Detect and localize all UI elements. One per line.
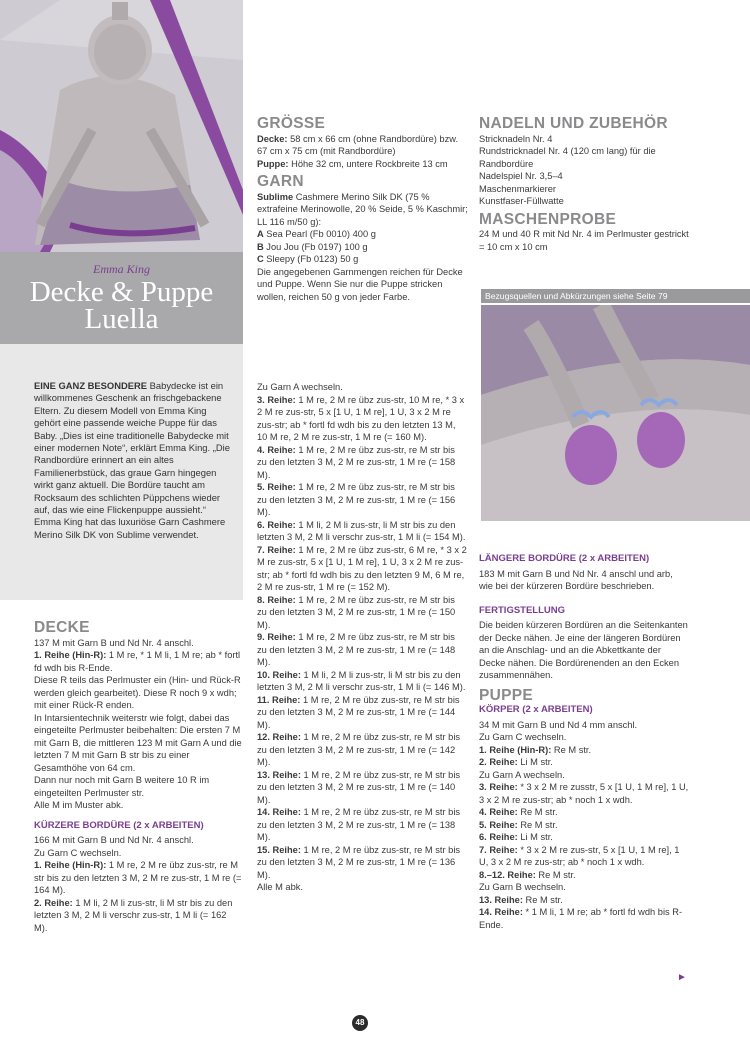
doll-photo: [0, 0, 243, 252]
nadeln-line: Maschenmarkierer: [479, 183, 556, 194]
decke-p2: Diese R teils das Perlmuster ein (Hin- und Rück-R werden gleich gearbeitet). Diese R noch 9 x wdh; mit einer Rück-R enden.: [34, 675, 241, 710]
kurz-row-1: 1. Reihe (Hin-R): 1 M re, 2 M re übz zus-str, re M str bis zu den letzten 3 M, 2 M re zus-str, 1 M re (= 164 M).: [34, 860, 242, 895]
row-5: 5. Reihe: 1 M re, 2 M re übz zus-str, re M str bis zu den letzten 3 M, 2 M re zus-str, 1 M re (= 156 M).: [257, 482, 456, 517]
middle-p0: Zu Garn A wechseln.: [257, 382, 343, 392]
intro-body: Babydecke ist ein willkommenes Geschenk an frischgebackene Eltern. Zu diesem Modell von Emma King gehört eine passende weiche Puppe für das Baby. „Dies ist eine traditionelle Babydecke mit einer modernen Note“, erklärt Emma King. „Die Randbordüre erinnert an ein altes Familienerbstück, das graue Garn hingegen wirkt ganz aktuell. Die Bordüre taucht am Rocksaum des schlichten Püppchens wieder auf, das wie eine Flickenpuppe aussieht.“ Emma King hat das luxuriöse Garn Cashmere Merino Silk DK von Sublime verwendet.: [34, 380, 230, 540]
row-6: 6. Reihe: 1 M li, 2 M li zus-str, li M str bis zu den letzten 3 M, 2 M li verschr zus-str, 1 M li (= 154 M).: [257, 519, 466, 542]
lang-heading: LÄNGERE BORDÜRE (2 x ARBEITEN): [479, 553, 650, 564]
middle-end: Alle M abk.: [257, 882, 303, 892]
groesse-decke: Decke: 58 cm x 66 cm (ohne Randbordüre) bzw. 67 cm x 75 cm (mit Randbordüre): [257, 133, 459, 156]
puppe-p3: Zu Garn A wechseln.: [479, 769, 565, 780]
decke-p4: Dann nur noch mit Garn B weitere 10 R im eingeteilten Perlmuster str.: [34, 775, 210, 798]
designer-name: Emma King: [93, 262, 150, 276]
title-box: [0, 252, 243, 344]
puppe-row-3: 3. Reihe: * 3 x 2 M re zusstr, 5 x [1 U, 1 M re], 1 U, 3 x 2 M re zus-str; ab * noch 1 x wdh.: [479, 782, 689, 805]
decke-p5: Alle M im Muster abk.: [34, 800, 124, 810]
decke-p3: In Intarsientechnik weiterstr wie folgt, dabei das eingeteilte Perlmuster beibehalten: Die ersten 7 M mit Garn B, die mittleren 123 M mit Garn A und die letzten 7 M mit Garn B str bis zu einer Gesamthöhe von 64 cm.: [34, 712, 242, 773]
doll-feet-photo: [481, 305, 750, 521]
puppe-row-4: 4. Reihe: Re M str.: [479, 807, 558, 817]
kurz-p2: Zu Garn C wechseln.: [34, 847, 122, 858]
page-number: 48: [352, 1015, 368, 1031]
nadeln-line: Stricknadeln Nr. 4: [479, 133, 553, 144]
page-title: [0, 276, 243, 335]
title-line-1: Decke & Puppe: [29, 276, 214, 308]
title-line-2: Luella: [84, 303, 159, 335]
puppe-subheading: KÖRPER (2 x ARBEITEN): [479, 704, 593, 715]
doll-illustration: [0, 0, 243, 252]
groesse-puppe: Puppe: Höhe 32 cm, untere Rockbreite 13 cm: [257, 158, 448, 169]
kurz-heading: KÜRZERE BORDÜRE (2 x ARBEITEN): [34, 819, 204, 831]
groesse-heading: GRÖSSE: [257, 115, 326, 132]
puppe-row-14: 14. Reihe: * 1 M li, 1 M re; ab * fortl fd wdh bis R-Ende.: [479, 907, 683, 930]
row-13: 13. Reihe: 1 M re, 2 M re übz zus-str, re M str bis zu den letzten 3 M, 2 M re zus-str, 1 M re (= 140 M).: [257, 769, 461, 805]
intro-text: [34, 380, 230, 541]
row-9: 9. Reihe: 1 M re, 2 M re übz zus-str, re M str bis zu den letzten 3 M, 2 M re zus-str, 1 M re (= 148 M).: [257, 632, 456, 667]
garn-a: A Sea Pearl (Fb 0010) 400 g: [257, 229, 376, 239]
doll-feet-illustration: [481, 305, 750, 521]
kurz-row-2: 2. Reihe: 1 M li, 2 M li zus-str, li M str bis zu den letzten 3 M, 2 M li verschr zus-str, 1 M li (= 162 M).: [34, 897, 233, 933]
fertig-text: Die beiden kürzeren Bordüren an die Seitenkanten der Decke nähen. Je eine der längeren Bordüren an die Anschlag- und an die Abkettkante der Decke nähen. Die Bordürenenden an den Ecken zusammennähen.: [479, 620, 688, 680]
kurz-p1: 166 M mit Garn B und Nd Nr. 4 anschl.: [34, 835, 194, 845]
puppe-row-1: 1. Reihe (Hin-R): Re M str.: [479, 744, 592, 755]
puppe-p2: Zu Garn C wechseln.: [479, 732, 567, 742]
row-3: 3. Reihe: 1 M re, 2 M re übz zus-str, 10 M re, * 3 x 2 M re zus-str, 5 x [1 U, 1 M re], 1 U, 3 x 2 M re zus-str; ab * fortl fd wdh bis zu den letzten 13 M, 10 M re, 2 M re zus-str, 1 M re (= 160 M).: [257, 394, 465, 442]
decke-section: [34, 619, 242, 934]
materials-column: [257, 115, 469, 303]
garn-c: C Sleepy (Fb 0123) 50 g: [257, 254, 359, 264]
row-11: 11. Reihe: 1 M re, 2 M re übz zus-str, re M str bis zu den letzten 3 M, 2 M re zus-str, 1 M re (= 144 M).: [257, 694, 460, 730]
puppe-row-7: 7. Reihe: * 3 x 2 M re zus-str, 5 x [1 U, 1 M re], 1 U, 3 x 2 M re zus-str; ab * noch 1 x wdh.: [479, 844, 680, 867]
row-7: 7. Reihe: 1 M re, 2 M re übz zus-str, 6 M re, * 3 x 2 M re zus-str, 5 x [1 U, 1 M re], 1 U, 3 x 2 M re zus-str; ab * fortl fd wdh bis zu den letzten 9 M, 6 M re, 2 M re zus-str, 1 M re (= 152 M).: [257, 544, 467, 592]
decke-heading: DECKE: [34, 619, 90, 636]
garn-b: B Jou Jou (Fb 0197) 100 g: [257, 241, 368, 252]
row-10: 10. Reihe: 1 M li, 2 M li zus-str, li M str bis zu den letzten 3 M, 2 M li verschr zus-str, 1 M li (= 146 M).: [257, 669, 466, 692]
row-4: 4. Reihe: 1 M re, 2 M re übz zus-str, re M str bis zu den letzten 3 M, 2 M re zus-str, 1 M re (= 158 M).: [257, 444, 456, 480]
puppe-row-5: 5. Reihe: Re M str.: [479, 819, 558, 830]
puppe-row-2: 2. Reihe: Li M str.: [479, 757, 553, 767]
rows-column: [257, 381, 467, 894]
garn-heading: GARN: [257, 173, 304, 190]
decke-p1: 137 M mit Garn B und Nd Nr. 4 anschl.: [34, 637, 194, 648]
puppe-row-6: 6. Reihe: Li M str.: [479, 832, 553, 842]
nadeln-heading: NADELN UND ZUBEHÖR: [479, 115, 668, 132]
row-8: 8. Reihe: 1 M re, 2 M re übz zus-str, re M str bis zu den letzten 3 M, 2 M re zus-str, 1 M re (= 150 M).: [257, 594, 456, 630]
puppe-row-8-12: 8.–12. Reihe: Re M str.: [479, 869, 576, 880]
maschenprobe-heading: MASCHENPROBE: [479, 210, 617, 228]
reference-banner: Bezugsquellen und Abkürzungen siehe Seite 79: [481, 289, 750, 303]
decke-row-1: 1. Reihe (Hin-R): 1 M re, * 1 M li, 1 M re; ab * fortl fd wdh bis R-Ende.: [34, 650, 241, 673]
garn-desc: Sublime Cashmere Merino Silk DK (75 % extrafeine Merinowolle, 20 % Seide, 5 % Kaschmir; LL 116 m/50 g):: [257, 191, 468, 227]
nadeln-line: Nadelspiel Nr. 3,5–4: [479, 171, 563, 181]
maschenprobe-text: 24 M und 40 R mit Nd Nr. 4 im Perlmuster gestrickt = 10 cm x 10 cm: [479, 229, 689, 252]
row-12: 12. Reihe: 1 M re, 2 M re übz zus-str, re M str bis zu den letzten 3 M, 2 M re zus-str, 1 M re (= 142 M).: [257, 732, 461, 767]
assembly-column: [479, 553, 689, 931]
nadeln-line: Kunstfaser-Füllwatte: [479, 196, 564, 206]
fertig-heading: FERTIGSTELLUNG: [479, 604, 566, 616]
puppe-p4: Zu Garn B wechseln.: [479, 882, 566, 892]
nadeln-line: Rundstricknadel Nr. 4 (120 cm lang) für die Randbordüre: [479, 146, 656, 169]
garn-note: Die angegebenen Garnmengen reichen für Decke und Puppe. Wenn Sie nur die Puppe stricken wollen, reichen 50 g von jeder Farbe.: [257, 266, 463, 302]
intro-lead: EINE GANZ BESONDERE: [34, 380, 148, 391]
puppe-heading: PUPPE: [479, 686, 534, 704]
continue-arrow-icon: ►: [677, 972, 687, 983]
needles-column: [479, 115, 691, 253]
puppe-p1: 34 M mit Garn B und Nd 4 mm anschl.: [479, 719, 638, 730]
row-14: 14. Reihe: 1 M re, 2 M re übz zus-str, re M str bis zu den letzten 3 M, 2 M re zus-str, 1 M re (= 138 M).: [257, 807, 461, 842]
lang-text: 183 M mit Garn B und Nd Nr. 4 anschl und arb, wie bei der kürzeren Bordüre beschrieben.: [479, 568, 673, 591]
puppe-row-13: 13. Reihe: Re M str.: [479, 894, 563, 905]
row-15: 15. Reihe: 1 M re, 2 M re übz zus-str, re M str bis zu den letzten 3 M, 2 M re zus-str, 1 M re (= 136 M).: [257, 844, 461, 880]
